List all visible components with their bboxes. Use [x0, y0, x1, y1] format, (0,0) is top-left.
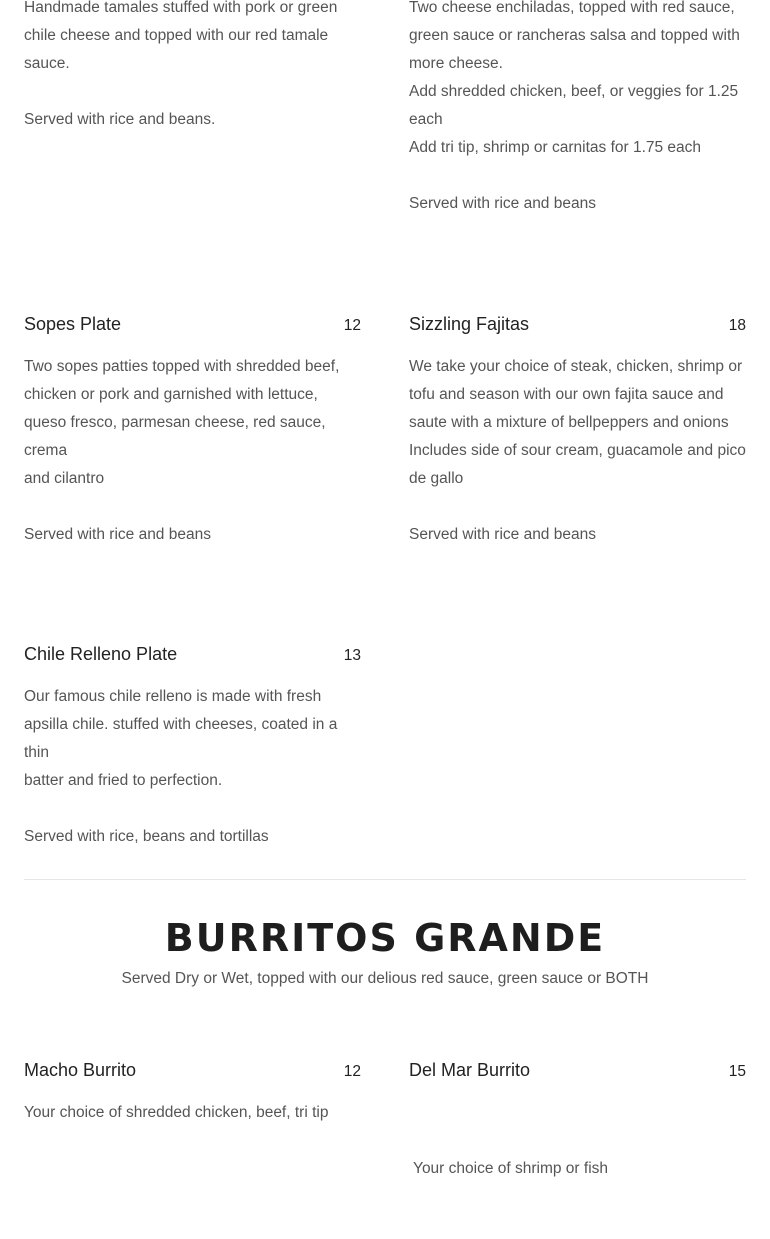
description-line: and cilantro [24, 470, 105, 487]
description-line: Handmade tamales stuffed with pork or green [24, 0, 338, 16]
item-header [409, 1060, 746, 1081]
description-line [24, 78, 361, 106]
menu-item-sizzling-fajitas [409, 314, 746, 549]
description-line: Add shredded chicken, beef, or veggies for 1.25 [409, 83, 739, 100]
description-line: Served with rice and beans [409, 195, 596, 212]
menu-item-macho-burrito [24, 1060, 361, 1127]
item-name: Sopes Plate [24, 314, 122, 334]
description-line: batter and fried to perfection. [24, 772, 223, 789]
description-line: Our famous chile relleno is made with fresh [24, 688, 322, 705]
section-subtitle: Served Dry or Wet, topped with our delious red sauce, green sauce or BOTH [121, 970, 649, 987]
description-line: sauce. [24, 55, 70, 72]
description-line: queso fresco, parmesan cheese, red sauce, crema [24, 414, 326, 459]
description-line: We take your choice of steak, chicken, shrimp or [409, 358, 743, 375]
item-name: Del Mar Burrito [409, 1060, 531, 1080]
item-header [409, 314, 746, 335]
item-description [409, 1099, 746, 1239]
item-name: Chile Relleno Plate [24, 644, 178, 664]
item-price: 12 [343, 1063, 361, 1080]
description-line: Two cheese enchiladas, topped with red sauce, [409, 0, 735, 16]
item-price: 12 [343, 317, 361, 334]
description-line: green sauce or rancheras salsa and topped with [409, 27, 740, 44]
item-name: Macho Burrito [24, 1060, 137, 1080]
item-description [24, 1099, 361, 1127]
description-line: Served with rice and beans [409, 526, 596, 543]
description-line: chile cheese and topped with our red tamale [24, 27, 329, 44]
item-header [24, 644, 361, 665]
item-header [24, 314, 361, 335]
item-description [24, 683, 361, 851]
description-line: tofu and season with our own fajita sauce and [409, 386, 724, 403]
description-line [409, 493, 746, 521]
description-line [24, 795, 361, 823]
menu-item-chile-relleno-plate [24, 644, 361, 851]
item-price: 13 [343, 647, 361, 664]
item-price: 18 [728, 317, 746, 334]
description-line: Two sopes patties topped with shredded beef, [24, 358, 340, 375]
enchiladas-description [409, 0, 746, 218]
description-line: Served with rice, beans and tortillas [24, 828, 269, 845]
section-title: BURRITOS GRANDE [164, 916, 606, 960]
description-line: Your choice of shrimp or fish [409, 1160, 609, 1177]
menu-item-del-mar-burrito [409, 1060, 746, 1239]
tamales-description [24, 0, 361, 134]
description-line: Your choice of shredded chicken, beef, tri tip [24, 1104, 329, 1121]
description-line [24, 493, 361, 521]
menu-item-sopes-plate [24, 314, 361, 549]
description-line: saute with a mixture of bellpeppers and onions [409, 414, 729, 431]
description-line: Add tri tip, shrimp or carnitas for 1.75 each [409, 139, 702, 156]
description-line: each [409, 111, 443, 128]
item-name: Sizzling Fajitas [409, 314, 530, 334]
item-description [24, 353, 361, 549]
item-description [409, 353, 746, 549]
description-line: apsilla chile. stuffed with cheeses, coated in a thin [24, 716, 338, 761]
description-line: more cheese. [409, 55, 503, 72]
item-price: 15 [728, 1063, 746, 1080]
description-line: Served with rice and beans. [24, 111, 216, 128]
description-line: chicken or pork and garnished with lettuce, [24, 386, 318, 403]
description-line: de gallo [409, 470, 464, 487]
description-line [409, 162, 746, 190]
description-line: Served with rice and beans [24, 526, 211, 543]
section-divider [24, 879, 746, 880]
description-line: Includes side of sour cream, guacamole and pico [409, 442, 746, 459]
item-header [24, 1060, 361, 1081]
